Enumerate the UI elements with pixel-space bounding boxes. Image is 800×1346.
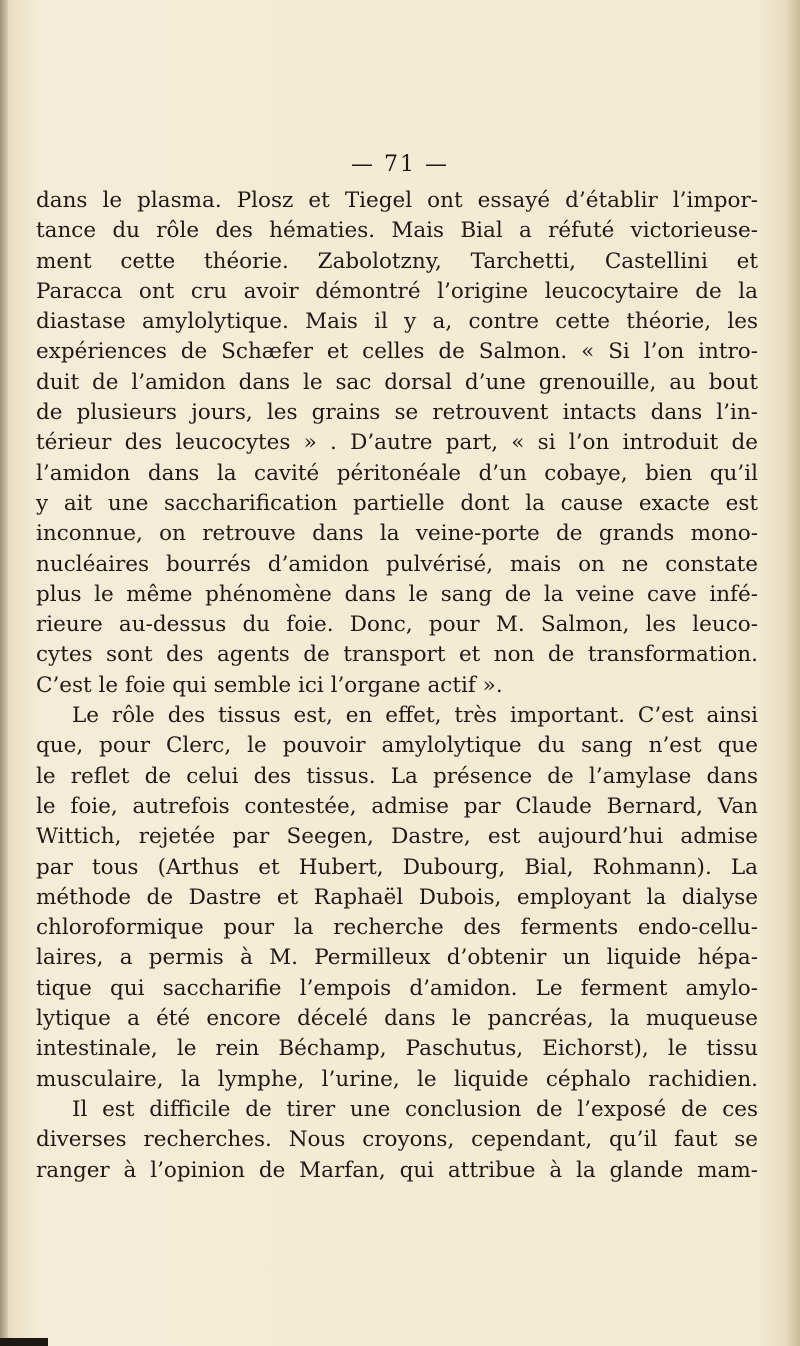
page-binding-edge [0,0,8,1346]
text-line: diastase amylolytique. Mais il y a, contre cette théorie, les [36,309,758,335]
text-line: y ait une saccharification partielle dont la cause exacte est [36,490,758,516]
text-line: plus le même phénomène dans le sang de la veine cave infé- [36,581,758,607]
text-line: tique qui saccharifie l’empois d’amidon. Le ferment amylo- [36,975,758,1001]
scan-edge-mark [0,1338,48,1346]
text-line: dans le plasma. Plosz et Tiegel ont essayé d’établir l’impor- [36,188,758,213]
text-line: Il est difficile de tirer une conclusion de l’exposé de ces [72,1096,758,1122]
text-line: térieur des leucocytes » . D’autre part, « si l’on introduit de [36,430,758,456]
text-line: inconnue, on retrouve dans la veine-porte de grands mono- [36,521,758,547]
text-line: intestinale, le rein Béchamp, Paschutus, Eichorst), le tissu [36,1036,758,1062]
page-number: — 71 — [351,152,449,177]
text-line: par tous (Arthus et Hubert, Dubourg, Bial, Rohmann). La [36,854,758,880]
text-line: méthode de Dastre et Raphaël Dubois, employant la dialyse [36,884,758,910]
text-line: musculaire, la lymphe, l’urine, le liquide céphalo rachidien. [36,1066,758,1092]
text-line: nucléaires bourrés d’amidon pulvérisé, mais on ne constate [36,551,758,577]
text-line: Wittich, rejetée par Seegen, Dastre, est aujourd’hui admise [36,824,758,850]
text-line: que, pour Clerc, le pouvoir amylolytique du sang n’est que [36,733,758,759]
text-line: le foie, autrefois contestée, admise par Claude Bernard, Van [36,793,758,819]
text-line: diverses recherches. Nous croyons, cependant, qu’il faut se [36,1127,758,1153]
text-line: Paracca ont cru avoir démontré l’origine leucocytaire de la [36,278,758,304]
text-line: de plusieurs jours, les grains se retrouvent intacts dans l’in- [36,400,758,426]
text-line: laires, a permis à M. Permilleux d’obtenir un liquide hépa- [36,945,758,971]
text-line: chloroformique pour la recherche des ferments endo-cellu- [36,915,758,941]
body-text [36,186,758,1186]
text-line: l’amidon dans la cavité péritonéale d’un cobaye, bien qu’il [36,460,758,486]
text-line: ment cette théorie. Zabolotzny, Tarchetti, Castellini et [36,248,758,274]
text-line: lytique a été encore décelé dans le pancréas, la muqueuse [36,1006,758,1032]
text-line: expériences de Schæfer et celles de Salmon. « Si l’on intro- [36,339,758,365]
text-line: rieure au-dessus du foie. Donc, pour M. Salmon, les leuco- [36,612,758,638]
text-line: duit de l’amidon dans le sac dorsal d’une grenouille, au bout [36,369,758,395]
text-line: ranger à l’opinion de Marfan, qui attribue à la glande mam- [36,1157,758,1183]
text-line: C’est le foie qui semble ici l’organe actif ». [36,672,503,698]
text-line: Le rôle des tissus est, en effet, très important. C’est ainsi [72,703,758,729]
text-line: tance du rôle des hématies. Mais Bial a réfuté victorieuse- [36,218,758,244]
text-line: cytes sont des agents de transport et non de transformation. [36,642,758,668]
text-line: le reflet de celui des tissus. La présence de l’amylase dans [36,763,758,789]
